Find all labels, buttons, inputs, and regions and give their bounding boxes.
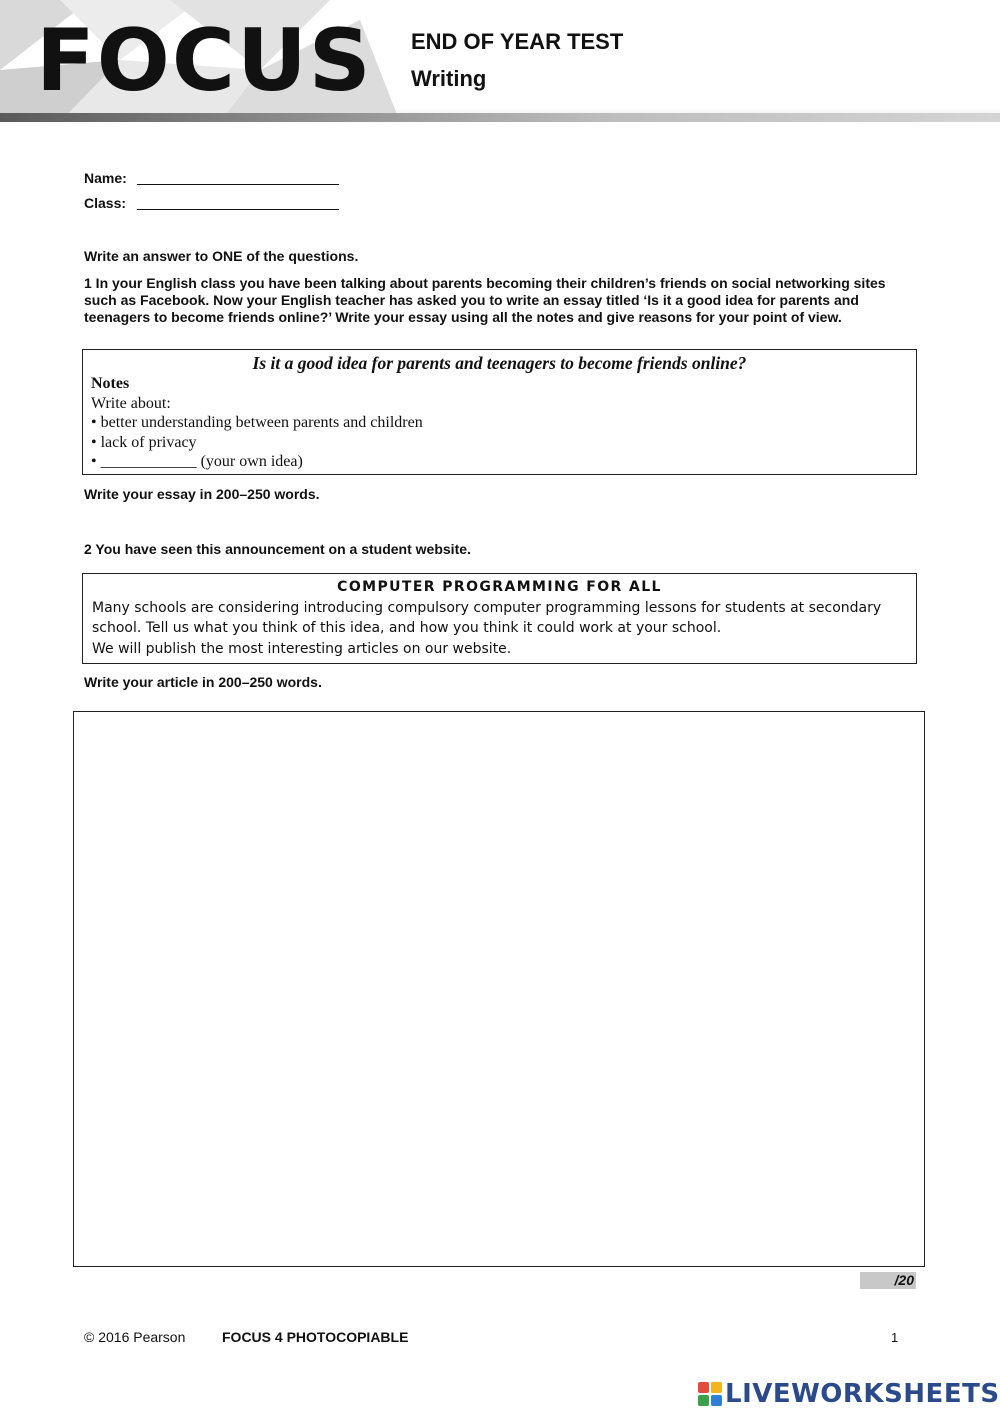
test-subtitle: Writing <box>411 66 487 91</box>
essay-box-title: Is it a good idea for parents and teenagers to become friends online? <box>252 353 747 373</box>
notes-heading: Notes <box>91 375 130 392</box>
class-field[interactable] <box>84 194 136 212</box>
score-box: /20 <box>860 1272 916 1289</box>
liveworksheets-icon <box>698 1382 722 1406</box>
liveworksheets-wordmark: LIVEWORKSHEETS <box>725 1379 1000 1409</box>
class-blank-line[interactable] <box>137 209 339 210</box>
announcement-box <box>82 573 917 664</box>
icon-tile <box>698 1395 709 1406</box>
page-number: 1 <box>891 1330 899 1345</box>
question1-prompt: 1 In your English class you have been talking about parents becoming their children’s friends on social networking sites such as Facebook. Now your English teacher has asked you to write an essay titled ‘Is it a good idea for parents and teenagers to become friends online?’ Write your essay using all the notes and give reasons for your point of view. <box>84 275 886 325</box>
announcement-line: We will publish the most interesting articles on our website. <box>92 640 512 657</box>
icon-tile <box>711 1382 722 1393</box>
essay-notes-box <box>82 349 917 475</box>
announcement-line: Many schools are considering introducing compulsory computer programming lessons for students at secondary <box>92 599 882 616</box>
liveworksheets-logo <box>698 1379 1000 1409</box>
question2-prompt: 2 You have seen this announcement on a student website. <box>84 541 471 557</box>
note-bullet: • better understanding between parents and children <box>91 414 423 431</box>
class-label: Class: <box>84 195 127 211</box>
write-about-label: Write about: <box>91 394 171 412</box>
answer-text-area[interactable] <box>73 711 925 1267</box>
announcement-title: COMPUTER PROGRAMMING FOR ALL <box>337 579 662 595</box>
test-title: END OF YEAR TEST <box>411 29 624 54</box>
focus-logo: FOCUS <box>36 11 373 111</box>
question2-word-count: Write your article in 200–250 words. <box>84 674 322 690</box>
name-blank-line[interactable] <box>137 184 339 185</box>
name-field[interactable] <box>84 169 136 187</box>
note-bullet: • lack of privacy <box>91 433 197 451</box>
icon-tile <box>711 1395 722 1406</box>
announcement-line: school. Tell us what you think of this idea, and how you think it could work at your school. <box>92 620 722 636</box>
icon-tile <box>698 1382 709 1393</box>
header-rule <box>0 113 1000 122</box>
question1-word-count: Write your essay in 200–250 words. <box>84 486 320 502</box>
footer-copyright: © 2016 Pearson <box>84 1329 186 1345</box>
note-bullet: • ____________ (your own idea) <box>91 453 303 470</box>
instructions: Write an answer to ONE of the questions. <box>84 248 359 264</box>
footer-series: FOCUS 4 PHOTOCOPIABLE <box>222 1329 409 1345</box>
name-label: Name: <box>84 170 127 186</box>
